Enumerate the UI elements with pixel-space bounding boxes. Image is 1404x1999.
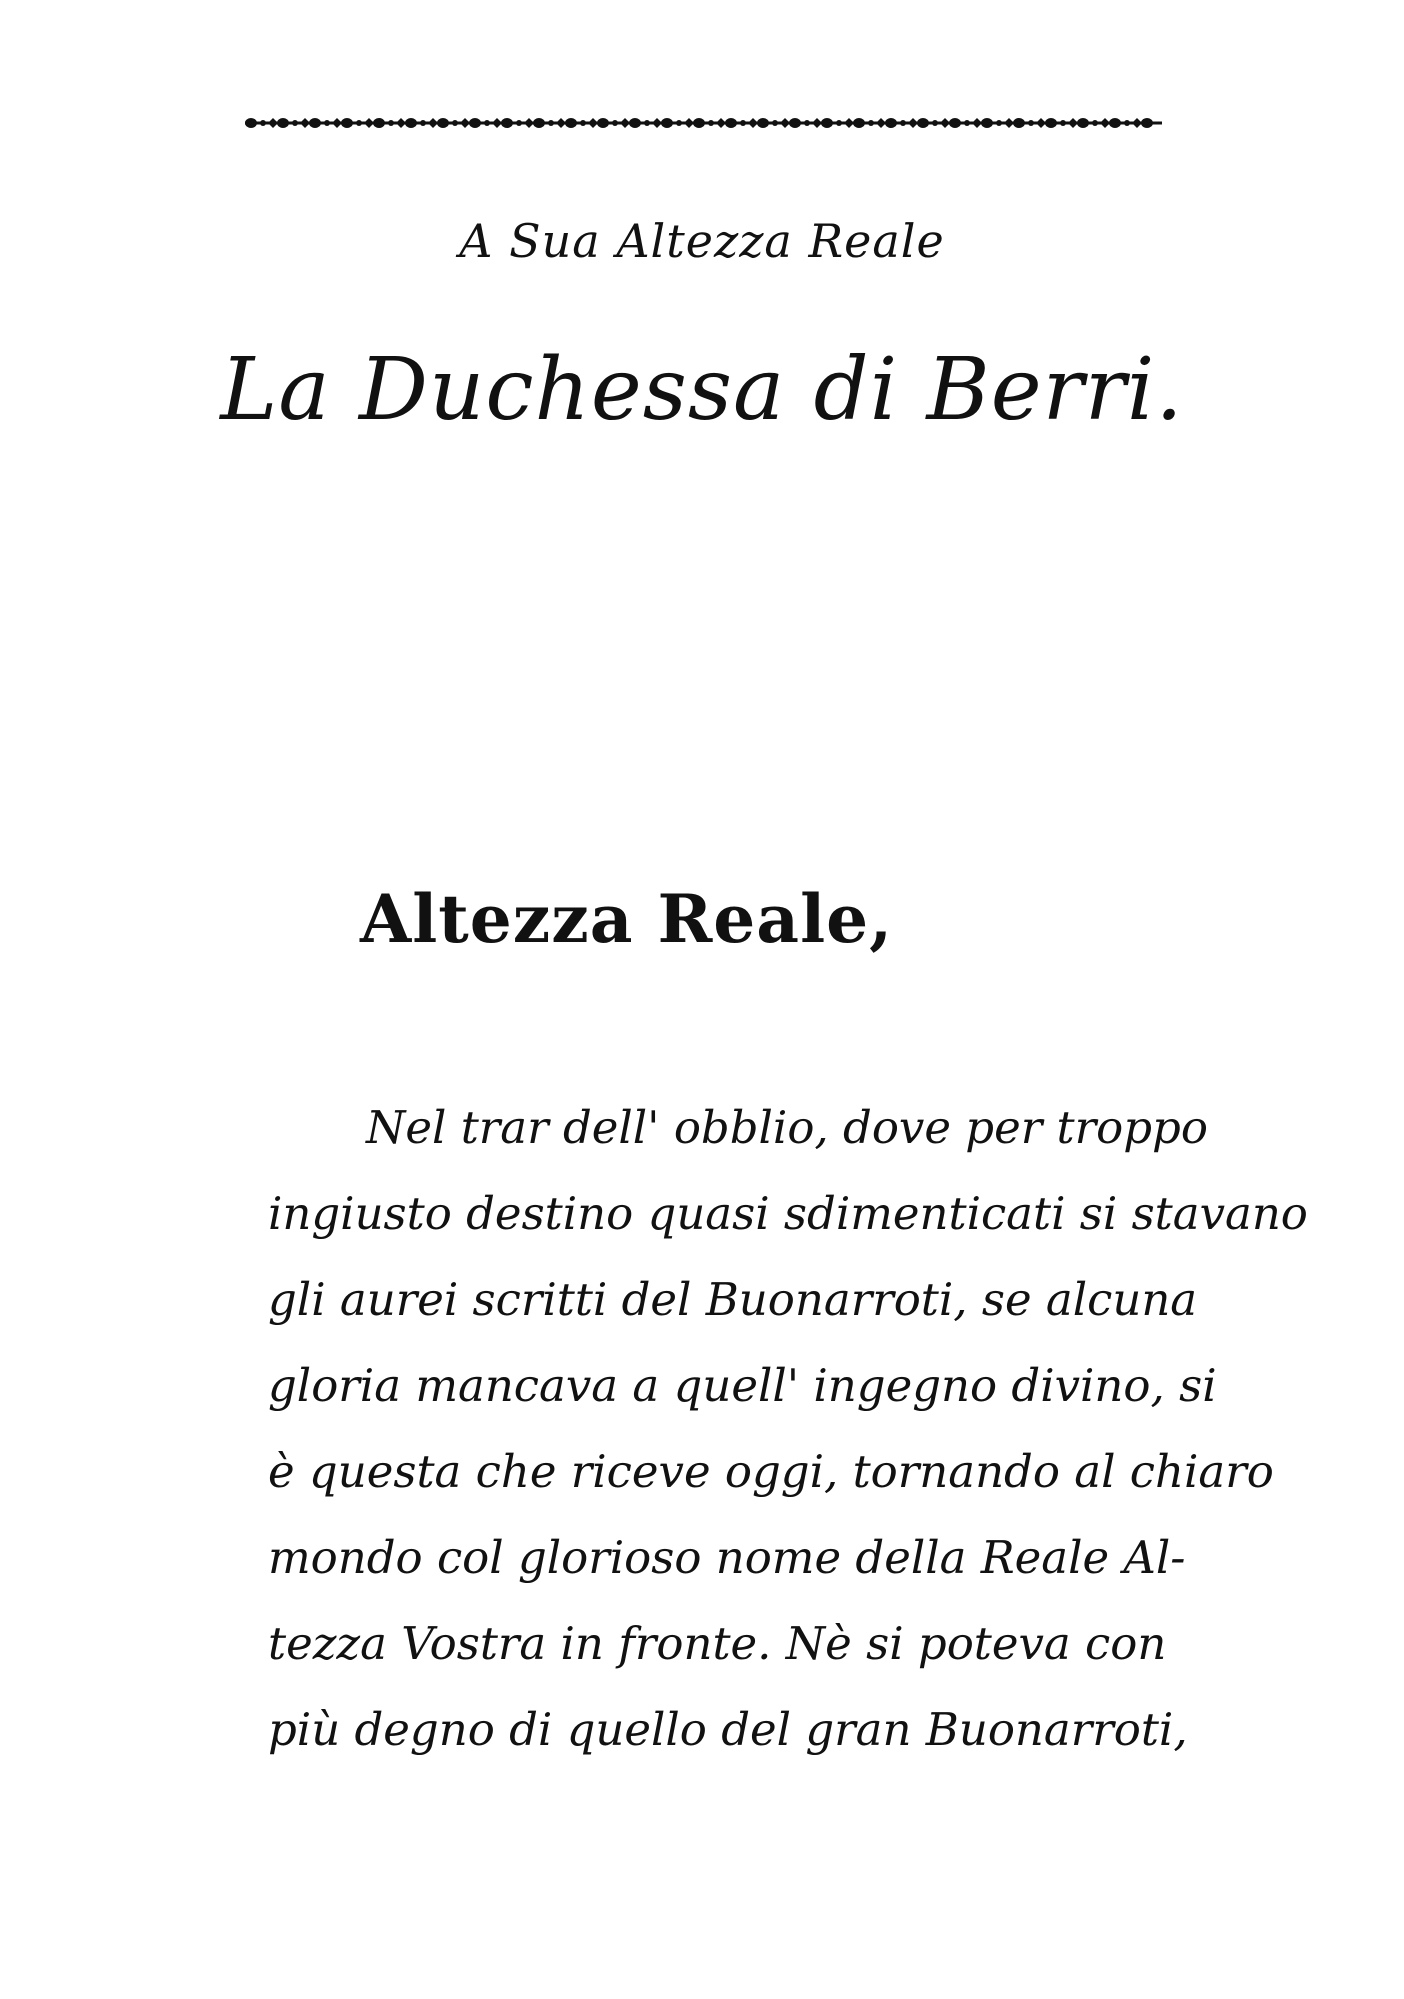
body-line: mondo col glorioso nome della Reale Al- bbox=[268, 1531, 1186, 1584]
border-bead bbox=[420, 120, 426, 126]
body-line: è questa che riceve oggi, tornando al chiaro bbox=[268, 1445, 1274, 1498]
border-bead bbox=[1132, 118, 1142, 128]
border-bead bbox=[1013, 118, 1025, 128]
border-bead bbox=[524, 118, 534, 128]
border-bead bbox=[388, 120, 394, 126]
border-bead bbox=[661, 118, 673, 128]
body-line: gli aurei scritti del Buonarroti, se alcuna bbox=[268, 1273, 1198, 1326]
border-bead bbox=[876, 118, 886, 128]
border-bead bbox=[940, 118, 950, 128]
border-bead bbox=[757, 118, 769, 128]
border-bead bbox=[1004, 118, 1014, 128]
border-bead bbox=[1060, 120, 1066, 126]
border-bead bbox=[1068, 118, 1078, 128]
border-bead bbox=[629, 118, 641, 128]
border-bead bbox=[740, 120, 746, 126]
border-bead bbox=[364, 118, 374, 128]
border-bead bbox=[885, 118, 897, 128]
border-bead bbox=[516, 120, 522, 126]
border-bead bbox=[917, 118, 929, 128]
border-bead bbox=[268, 118, 278, 128]
border-bead bbox=[932, 120, 938, 126]
border-bead bbox=[452, 120, 458, 126]
border-bead bbox=[812, 118, 822, 128]
border-bead bbox=[373, 118, 385, 128]
border-bead bbox=[844, 118, 854, 128]
body-line: tezza Vostra in fronte. Nè si poteva con bbox=[268, 1617, 1167, 1670]
border-bead bbox=[1100, 118, 1110, 128]
border-bead bbox=[908, 118, 918, 128]
border-bead bbox=[780, 118, 790, 128]
border-bead bbox=[469, 118, 481, 128]
ornamental-border bbox=[243, 112, 1164, 134]
border-bead bbox=[1141, 118, 1153, 128]
border-bead bbox=[484, 120, 490, 126]
border-bead bbox=[533, 118, 545, 128]
border-bead bbox=[292, 120, 298, 126]
border-bead bbox=[245, 118, 257, 128]
border-bead bbox=[332, 118, 342, 128]
border-bead bbox=[580, 120, 586, 126]
border-bead bbox=[620, 118, 630, 128]
border-bead bbox=[789, 118, 801, 128]
border-bead bbox=[964, 120, 970, 126]
addressee-title: La Duchessa di Berri. bbox=[220, 340, 1184, 440]
border-bead bbox=[437, 118, 449, 128]
border-bead bbox=[356, 120, 362, 126]
border-bead bbox=[868, 120, 874, 126]
body-line: più degno di quello del gran Buonarroti, bbox=[268, 1703, 1188, 1756]
border-bead bbox=[693, 118, 705, 128]
border-bead bbox=[260, 120, 266, 126]
border-bead bbox=[708, 120, 714, 126]
border-bead bbox=[981, 118, 993, 128]
border-bead bbox=[1124, 120, 1130, 126]
border-bead bbox=[1028, 120, 1034, 126]
border-bead bbox=[1109, 118, 1121, 128]
border-bead bbox=[548, 120, 554, 126]
border-bead bbox=[460, 118, 470, 128]
body-line: ingiusto destino quasi sdimenticati si stavano bbox=[268, 1187, 1308, 1240]
border-bead bbox=[821, 118, 833, 128]
border-bead bbox=[748, 118, 758, 128]
border-bead bbox=[853, 118, 865, 128]
body-line: Nel trar dell' obblio, dove per troppo bbox=[366, 1101, 1208, 1154]
letter-body bbox=[268, 1085, 1308, 1773]
border-bead bbox=[644, 120, 650, 126]
border-bead bbox=[612, 120, 618, 126]
border-bead bbox=[1045, 118, 1057, 128]
border-bead bbox=[772, 120, 778, 126]
body-line: gloria mancava a quell' ingegno divino, si bbox=[268, 1359, 1217, 1412]
greeting-line: Altezza Reale, bbox=[360, 880, 894, 958]
border-bead bbox=[725, 118, 737, 128]
border-bead bbox=[405, 118, 417, 128]
border-bead bbox=[324, 120, 330, 126]
border-bead bbox=[341, 118, 353, 128]
border-bead bbox=[1092, 120, 1098, 126]
border-bead bbox=[556, 118, 566, 128]
border-bead bbox=[588, 118, 598, 128]
border-bead bbox=[565, 118, 577, 128]
salutation-heading: A Sua Altezza Reale bbox=[459, 214, 945, 268]
border-bead bbox=[501, 118, 513, 128]
border-bead bbox=[428, 118, 438, 128]
border-bead bbox=[684, 118, 694, 128]
border-bead bbox=[277, 118, 289, 128]
border-bead bbox=[949, 118, 961, 128]
border-bead bbox=[716, 118, 726, 128]
border-bead bbox=[836, 120, 842, 126]
border-bead bbox=[1077, 118, 1089, 128]
border-bead bbox=[652, 118, 662, 128]
border-bead bbox=[804, 120, 810, 126]
border-bead bbox=[309, 118, 321, 128]
border-bead bbox=[492, 118, 502, 128]
border-bead bbox=[1036, 118, 1046, 128]
border-bead bbox=[300, 118, 310, 128]
border-bead bbox=[900, 120, 906, 126]
border-bead bbox=[597, 118, 609, 128]
border-bead bbox=[396, 118, 406, 128]
border-bead bbox=[676, 120, 682, 126]
border-bead bbox=[972, 118, 982, 128]
border-bead bbox=[996, 120, 1002, 126]
